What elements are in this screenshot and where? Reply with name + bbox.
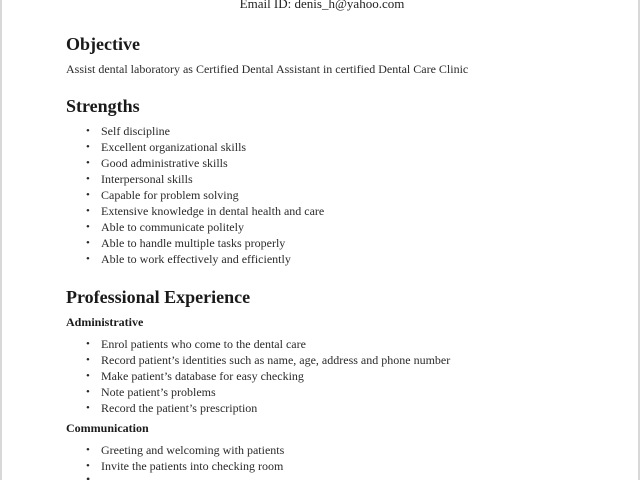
bullet-icon: • [86, 125, 90, 137]
administrative-list [86, 336, 450, 416]
list-item: • Able to work effectively and efficiently [86, 252, 291, 266]
bullet-icon: • [86, 237, 90, 249]
communication-list [86, 442, 284, 474]
bullet-icon: • [86, 173, 90, 185]
email-line: Email ID: denis_h@yahoo.com [239, 0, 405, 11]
bullet-icon: • [86, 157, 90, 169]
bullet-icon: • [86, 354, 90, 366]
strengths-heading: Strengths [66, 96, 140, 116]
bullet-icon: • [86, 444, 90, 456]
bullet-icon: • [86, 370, 90, 382]
bullet-icon: • [86, 221, 90, 233]
experience-heading: Professional Experience [66, 287, 251, 307]
list-item: • Record the patient’s prescription [86, 401, 258, 415]
bullet-icon: • [86, 460, 90, 472]
bullet-icon: • [86, 253, 90, 265]
bullet-icon: • [86, 338, 90, 350]
objective-text: Assist dental laboratory as Certified Dental Assistant in certified Dental Care Clinic [66, 62, 469, 76]
bullet-icon: • [86, 472, 91, 480]
list-item: • Self discipline [86, 124, 170, 138]
list-item: • Able to communicate politely [86, 220, 244, 234]
list-item: • Extensive knowledge in dental health and care [86, 204, 325, 218]
list-item: • Greeting and welcoming with patients [86, 443, 285, 457]
administrative-subheading: Administrative [66, 315, 144, 329]
bullet-icon: • [86, 402, 90, 414]
bullet-icon: • [86, 205, 90, 217]
truncated-list-item [86, 472, 90, 480]
bullet-icon: • [86, 141, 90, 153]
list-item: • Enrol patients who come to the dental care [86, 337, 306, 351]
list-item: • Able to handle multiple tasks properly [86, 236, 286, 250]
strengths-list [86, 123, 324, 267]
list-item: • Make patient’s database for easy checking [86, 369, 304, 383]
list-item: • Capable for problem solving [86, 188, 239, 202]
list-item: • Note patient’s problems [86, 385, 216, 399]
bullet-icon: • [86, 189, 90, 201]
list-item: • Excellent organizational skills [86, 140, 247, 154]
list-item: • Interpersonal skills [86, 172, 193, 186]
list-item: • Good administrative skills [86, 156, 228, 170]
list-item: • Invite the patients into checking room [86, 459, 284, 473]
objective-heading: Objective [66, 34, 140, 54]
bullet-icon: • [86, 386, 90, 398]
communication-subheading: Communication [66, 421, 149, 435]
list-item: • Record patient’s identities such as name, age, address and phone number [86, 353, 451, 367]
